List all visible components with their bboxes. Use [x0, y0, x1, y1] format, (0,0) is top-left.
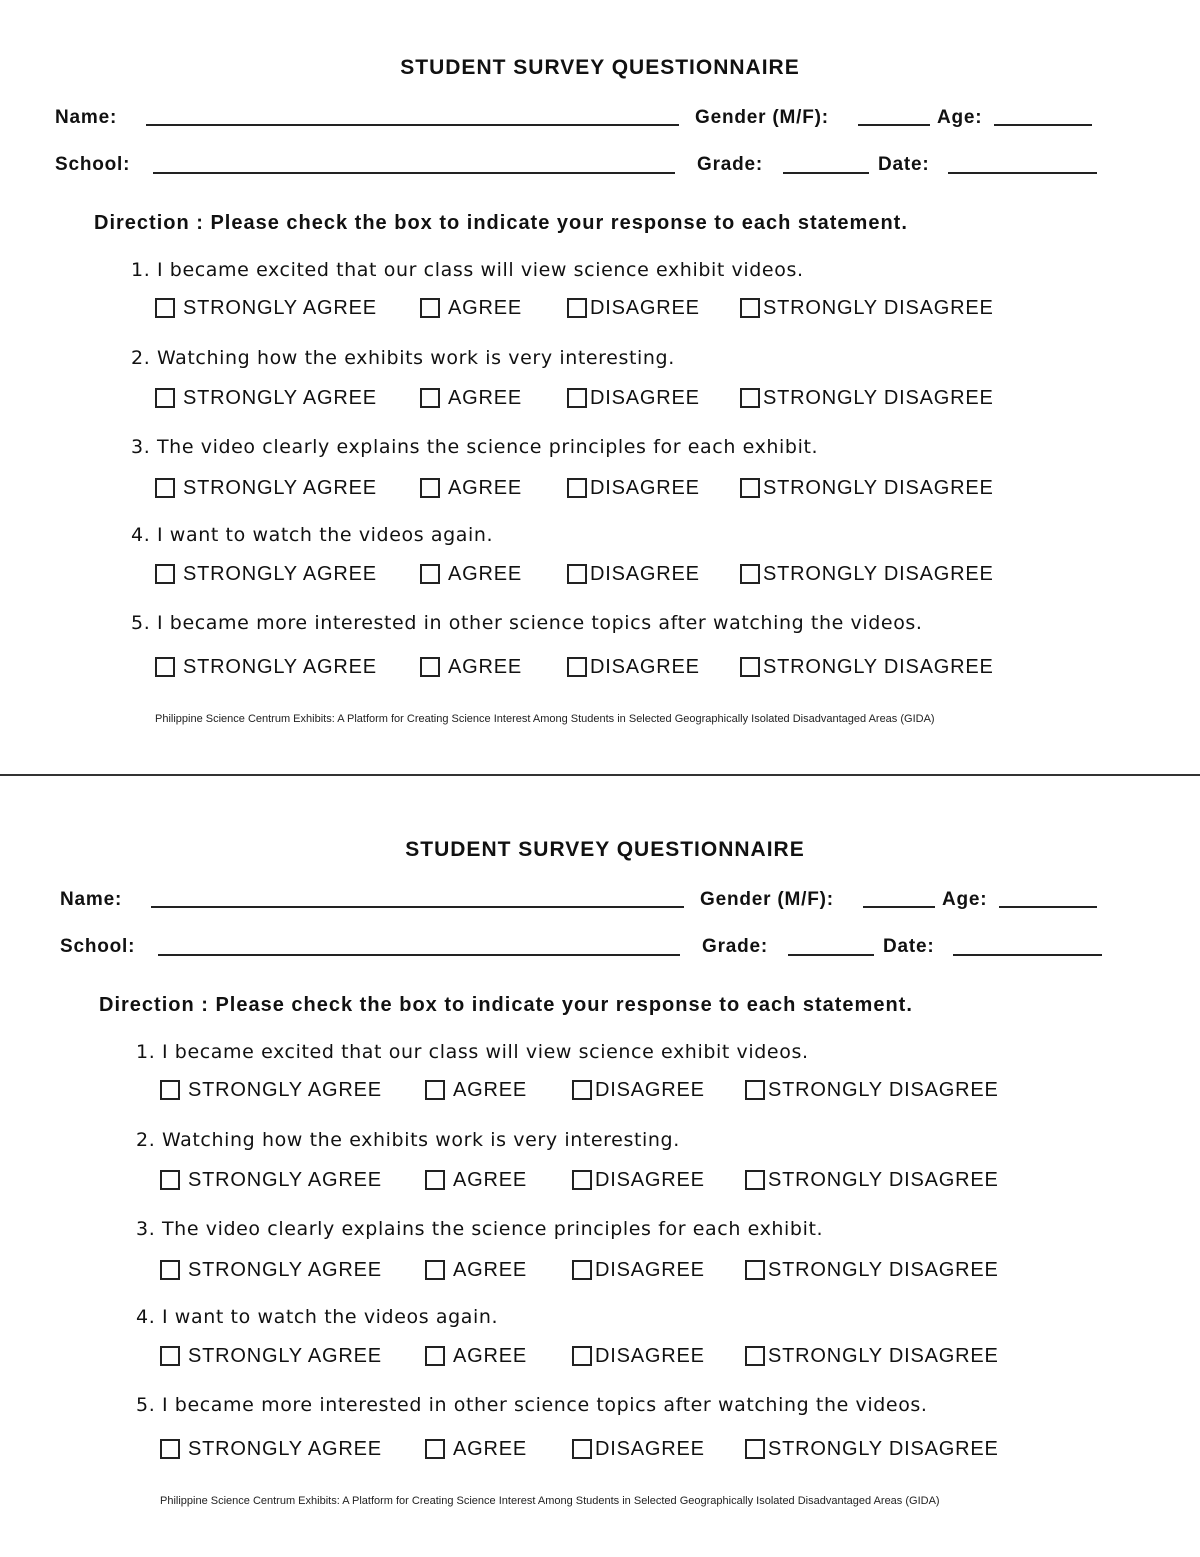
q2-strongly-disagree-option[interactable]: STRONGLY DISAGREE	[745, 1168, 999, 1192]
q5-strongly-agree-option[interactable]: STRONGLY AGREE	[155, 655, 377, 679]
question-4: 4. I want to watch the videos again.	[136, 1306, 499, 1328]
q3-disagree-checkbox[interactable]	[572, 1260, 592, 1280]
q5-strongly-agree-checkbox[interactable]	[160, 1439, 180, 1459]
q5-strongly-disagree-option[interactable]: STRONGLY DISAGREE	[745, 1437, 999, 1461]
q3-strongly-agree-checkbox[interactable]	[160, 1260, 180, 1280]
q1-disagree-checkbox[interactable]	[567, 298, 587, 318]
q4-disagree-option[interactable]: DISAGREE	[572, 1344, 705, 1368]
q3-disagree-option[interactable]: DISAGREE	[567, 476, 700, 500]
q4-agree-option[interactable]: AGREE	[420, 562, 522, 586]
q2-strongly-disagree-option[interactable]: STRONGLY DISAGREE	[740, 386, 994, 410]
age-label: Age:	[937, 107, 983, 128]
q2-strongly-disagree-checkbox[interactable]	[745, 1170, 765, 1190]
school-label: School:	[60, 936, 136, 957]
q2-disagree-checkbox[interactable]	[572, 1170, 592, 1190]
question-1: 1. I became excited that our class will view science exhibit videos.	[136, 1041, 809, 1063]
question-3: 3. The video clearly explains the science principles for each exhibit.	[131, 436, 819, 458]
q5-strongly-disagree-option[interactable]: STRONGLY DISAGREE	[740, 655, 994, 679]
q3-agree-checkbox[interactable]	[425, 1260, 445, 1280]
q1-agree-checkbox[interactable]	[420, 298, 440, 318]
q5-disagree-option[interactable]: DISAGREE	[567, 655, 700, 679]
footer-citation: Philippine Science Centrum Exhibits: A Platform for Creating Science Interest Among Students in Selected Geographically Isolated Disadvantaged Areas (GIDA)	[155, 713, 935, 725]
age-label: Age:	[942, 889, 988, 910]
q4-agree-option[interactable]: AGREE	[425, 1344, 527, 1368]
q2-strongly-agree-option[interactable]: STRONGLY AGREE	[160, 1168, 382, 1192]
q4-disagree-checkbox[interactable]	[567, 564, 587, 584]
question-3: 3. The video clearly explains the science principles for each exhibit.	[136, 1218, 824, 1240]
q5-disagree-option[interactable]: DISAGREE	[572, 1437, 705, 1461]
q5-strongly-agree-checkbox[interactable]	[155, 657, 175, 677]
q4-strongly-agree-option[interactable]: STRONGLY AGREE	[155, 562, 377, 586]
question-1: 1. I became excited that our class will view science exhibit videos.	[131, 259, 804, 281]
q4-agree-checkbox[interactable]	[425, 1346, 445, 1366]
school-field[interactable]	[153, 172, 675, 174]
q3-strongly-disagree-option[interactable]: STRONGLY DISAGREE	[745, 1258, 999, 1282]
q1-strongly-disagree-checkbox[interactable]	[740, 298, 760, 318]
q3-agree-option[interactable]: AGREE	[420, 476, 522, 500]
name-label: Name:	[60, 889, 123, 910]
q2-agree-option[interactable]: AGREE	[420, 386, 522, 410]
q1-agree-option[interactable]: AGREE	[420, 296, 522, 320]
q4-strongly-disagree-checkbox[interactable]	[740, 564, 760, 584]
q4-strongly-disagree-checkbox[interactable]	[745, 1346, 765, 1366]
q3-strongly-agree-checkbox[interactable]	[155, 478, 175, 498]
direction-text: Direction : Please check the box to indicate your response to each statement.	[94, 212, 908, 234]
grade-label: Grade:	[702, 936, 769, 957]
q5-strongly-disagree-checkbox[interactable]	[745, 1439, 765, 1459]
q2-strongly-agree-option[interactable]: STRONGLY AGREE	[155, 386, 377, 410]
direction-text: Direction : Please check the box to indicate your response to each statement.	[99, 994, 913, 1016]
q3-agree-option[interactable]: AGREE	[425, 1258, 527, 1282]
gender-field[interactable]	[863, 906, 935, 908]
gender-label: Gender (M/F):	[700, 889, 834, 910]
date-label: Date:	[878, 154, 930, 175]
q2-agree-checkbox[interactable]	[420, 388, 440, 408]
name-label: Name:	[55, 107, 118, 128]
q5-strongly-agree-option[interactable]: STRONGLY AGREE	[160, 1437, 382, 1461]
q1-agree-option[interactable]: AGREE	[425, 1078, 527, 1102]
q3-disagree-checkbox[interactable]	[567, 478, 587, 498]
q4-strongly-agree-option[interactable]: STRONGLY AGREE	[160, 1344, 382, 1368]
q2-strongly-agree-checkbox[interactable]	[155, 388, 175, 408]
q1-disagree-option[interactable]: DISAGREE	[567, 296, 700, 320]
date-label: Date:	[883, 936, 935, 957]
q3-strongly-agree-option[interactable]: STRONGLY AGREE	[160, 1258, 382, 1282]
form-title: STUDENT SURVEY QUESTIONNAIRE	[405, 838, 805, 861]
q2-agree-option[interactable]: AGREE	[425, 1168, 527, 1192]
q1-strongly-agree-checkbox[interactable]	[160, 1080, 180, 1100]
q1-disagree-option[interactable]: DISAGREE	[572, 1078, 705, 1102]
q2-disagree-option[interactable]: DISAGREE	[572, 1168, 705, 1192]
gender-label: Gender (M/F):	[695, 107, 829, 128]
cut-line-divider	[0, 774, 1200, 776]
name-field[interactable]	[146, 124, 679, 126]
age-field[interactable]	[999, 906, 1097, 908]
q5-disagree-checkbox[interactable]	[567, 657, 587, 677]
grade-label: Grade:	[697, 154, 764, 175]
q4-strongly-agree-checkbox[interactable]	[160, 1346, 180, 1366]
q1-strongly-agree-option[interactable]: STRONGLY AGREE	[155, 296, 377, 320]
survey-sheet-1	[0, 0, 1200, 775]
q5-agree-checkbox[interactable]	[425, 1439, 445, 1459]
date-field[interactable]	[953, 954, 1102, 956]
q5-agree-checkbox[interactable]	[420, 657, 440, 677]
q5-agree-option[interactable]: AGREE	[425, 1437, 527, 1461]
age-field[interactable]	[994, 124, 1092, 126]
q5-strongly-disagree-checkbox[interactable]	[740, 657, 760, 677]
q5-disagree-checkbox[interactable]	[572, 1439, 592, 1459]
q1-strongly-agree-checkbox[interactable]	[155, 298, 175, 318]
q1-disagree-checkbox[interactable]	[572, 1080, 592, 1100]
q4-disagree-option[interactable]: DISAGREE	[567, 562, 700, 586]
q1-strongly-agree-option[interactable]: STRONGLY AGREE	[160, 1078, 382, 1102]
q3-strongly-disagree-checkbox[interactable]	[740, 478, 760, 498]
q2-disagree-option[interactable]: DISAGREE	[567, 386, 700, 410]
q2-disagree-checkbox[interactable]	[567, 388, 587, 408]
q2-strongly-disagree-checkbox[interactable]	[740, 388, 760, 408]
q4-disagree-checkbox[interactable]	[572, 1346, 592, 1366]
q3-strongly-agree-option[interactable]: STRONGLY AGREE	[155, 476, 377, 500]
q4-strongly-disagree-option[interactable]: STRONGLY DISAGREE	[740, 562, 994, 586]
q3-strongly-disagree-checkbox[interactable]	[745, 1260, 765, 1280]
q3-agree-checkbox[interactable]	[420, 478, 440, 498]
q1-strongly-disagree-option[interactable]: STRONGLY DISAGREE	[740, 296, 994, 320]
question-2: 2. Watching how the exhibits work is very interesting.	[136, 1129, 680, 1151]
school-label: School:	[55, 154, 131, 175]
survey-sheet-2	[0, 782, 1200, 1557]
question-2: 2. Watching how the exhibits work is very interesting.	[131, 347, 675, 369]
q2-agree-checkbox[interactable]	[425, 1170, 445, 1190]
q5-agree-option[interactable]: AGREE	[420, 655, 522, 679]
name-field[interactable]	[151, 906, 684, 908]
grade-field[interactable]	[788, 954, 874, 956]
q1-agree-checkbox[interactable]	[425, 1080, 445, 1100]
q4-agree-checkbox[interactable]	[420, 564, 440, 584]
q1-strongly-disagree-checkbox[interactable]	[745, 1080, 765, 1100]
date-field[interactable]	[948, 172, 1097, 174]
school-field[interactable]	[158, 954, 680, 956]
footer-citation: Philippine Science Centrum Exhibits: A Platform for Creating Science Interest Among Students in Selected Geographically Isolated Disadvantaged Areas (GIDA)	[160, 1495, 940, 1507]
question-4: 4. I want to watch the videos again.	[131, 524, 494, 546]
question-5: 5. I became more interested in other science topics after watching the videos.	[131, 612, 923, 634]
q4-strongly-disagree-option[interactable]: STRONGLY DISAGREE	[745, 1344, 999, 1368]
form-title: STUDENT SURVEY QUESTIONNAIRE	[400, 56, 800, 79]
q4-strongly-agree-checkbox[interactable]	[155, 564, 175, 584]
q2-strongly-agree-checkbox[interactable]	[160, 1170, 180, 1190]
q3-disagree-option[interactable]: DISAGREE	[572, 1258, 705, 1282]
gender-field[interactable]	[858, 124, 930, 126]
q3-strongly-disagree-option[interactable]: STRONGLY DISAGREE	[740, 476, 994, 500]
question-5: 5. I became more interested in other science topics after watching the videos.	[136, 1394, 928, 1416]
grade-field[interactable]	[783, 172, 869, 174]
q1-strongly-disagree-option[interactable]: STRONGLY DISAGREE	[745, 1078, 999, 1102]
